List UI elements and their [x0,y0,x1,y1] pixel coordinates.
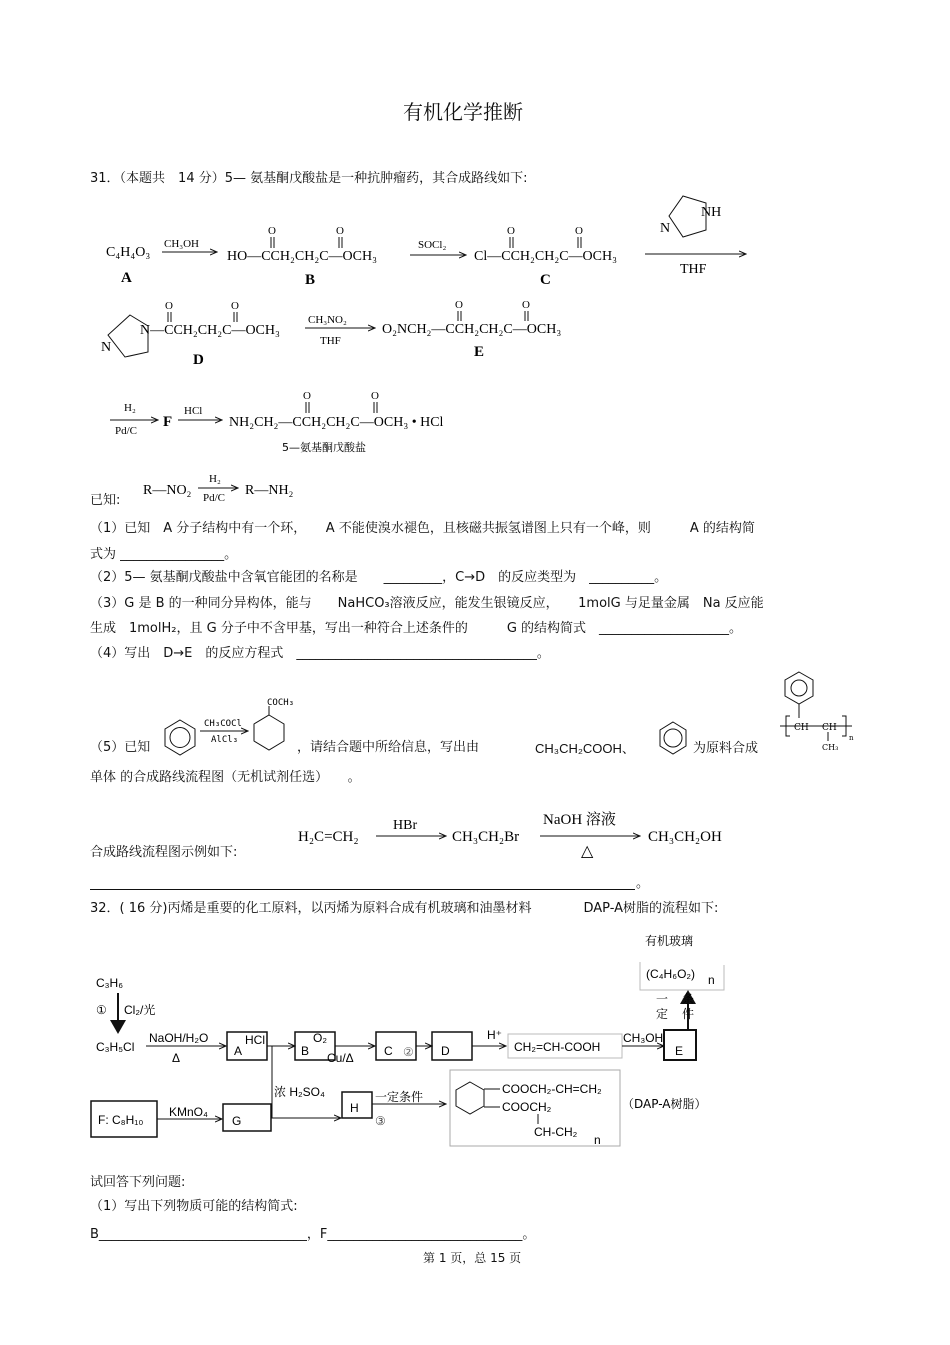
q31-part3-line2: 生成 1molH₂，且 G 分子中不含甲基，写出一种符合上述条件的 G 的结构简式 ____________________。 [90,621,743,636]
answer-line-end: 。 [636,876,650,891]
imidazole-nh: NH [701,205,722,220]
imidazole-n-d: N [101,340,112,355]
box-h-label: H [350,1101,359,1115]
example-ethene: H₂C=CH₂ [298,829,359,845]
oxygen-c1: O [507,225,515,237]
reagent-thf-2: THF [320,335,341,347]
q31-part5-line2: 单体 的合成路线流程图（无机试剂任选） 。 [90,770,361,785]
box-c-label: C [384,1044,393,1058]
step1-marker: ① [96,1003,107,1017]
example-bromoethane: CH₃CH₂Br [452,829,520,845]
p5-reagent-bot: AlCl₃ [211,735,239,745]
box-e-label: E [675,1044,684,1058]
heat-1: Δ [172,1051,181,1065]
acid-catalyst: H⁺ [487,1028,502,1042]
box-b-label: B [301,1044,310,1058]
dap-group-1: COOCH₂-CH=CH₂ [502,1082,602,1096]
polymer-n: n [849,734,854,742]
oxygen-reagent: O₂ [313,1031,327,1045]
copper-heat: Cu/Δ [327,1051,354,1065]
q31-part5-tail: 为原料合成 [693,741,759,756]
box-a-label: A [234,1044,243,1058]
oxygen-p2: O [371,390,379,402]
q31-part4: （4）写出 D→E 的反应方程式 _____________________________________。 [90,646,550,661]
polymer-ch2: CH [822,723,837,733]
q31-part5-mid: ，请结合题中所给信息，写出由 [297,740,506,755]
reagent-thf: THF [680,262,707,277]
q31-part3-line1: （3）G 是 B 的一种同分异构体，能与 NaHCO₃溶液反应，能发生银镜反应， 1molG 与足量金属 Na 反应能 [90,596,764,611]
reagent-h2: H₂ [124,402,136,414]
reagent-pdc: Pd/C [115,425,138,437]
label-f: F [163,414,173,430]
oxygen-e2: O [522,299,530,311]
oxygen-d2: O [231,300,239,312]
sulfuric-acid: 浓 H₂SO₄ [274,1085,325,1099]
label-a: A [121,270,132,286]
cond-jian: 件 [682,1007,695,1021]
glass-n: n [708,973,715,987]
example-heat: △ [581,841,594,860]
box-d-label: D [441,1044,450,1058]
polymer-ch1: CH [794,723,809,733]
page-footer: 第 1 页，总 15 页 [423,1251,522,1265]
q31-part1-line2: 式为 ________________。 [90,547,238,562]
page-title: 有机化学推断 [403,100,523,124]
known-right: R—NH₂ [245,483,294,498]
glass-formula: (C₄H₆O₂) [646,967,696,981]
compound-d-structure: N—CCH₂CH₂C—OCH₃ [140,323,280,338]
methanol-reagent: CH₃OH [623,1031,664,1045]
example-hbr: HBr [393,818,418,833]
certain-conditions: 一定条件 [375,1090,424,1104]
compound-a-formula: C₄H₄O₃ [106,245,151,260]
reagent-nitromethane: CH₃NO₂ [308,314,347,326]
reagent-socl2: SOCl₂ [418,239,447,251]
example-label: 合成路线流程图示例如下: [90,845,238,860]
known-left: R—NO₂ [143,483,192,498]
step3-marker: ③ [375,1114,386,1128]
oxygen-b2: O [336,225,344,237]
imidazole-n: N [660,221,671,236]
q31-part1-line1: （1）已知 A 分子结构中有一个环， A 不能使溴水褪色，且核磁共振氢谱图上只有一个峰，则 A 的结构简 [90,521,755,536]
question-31-header: 31．（本题共 14 分）5— 氨基酮戊酸盐是一种抗肿瘤药，其合成路线如下: [90,171,528,186]
known-bottom: Pd/C [203,492,226,504]
known-label: 已知: [90,493,121,508]
q31-part2: （2）5— 氨基酮戊酸盐中含氧官能团的名称是 _________，C→D 的反应类型为 __________。 [90,570,668,585]
q31-part5-acid: CH₃CH₂COOH、 [535,741,635,756]
dap-group-2: COOCH₂ [502,1100,552,1114]
q32-ask: 试回答下列问题: [90,1175,186,1190]
hcl-reagent: HCl [245,1033,265,1047]
label-c: C [540,272,551,288]
naoh-water: NaOH/H₂O [149,1031,209,1045]
propene: C₃H₆ [96,976,124,990]
polymer-methyl: CH₃ [822,743,839,752]
box-g-label: G [232,1114,242,1128]
question-32-header: 32．( 16 分)丙烯是重要的化工原料，以丙烯为原料合成有机玻璃和油墨材料 DAP-A树脂的流程如下: [90,901,719,916]
compound-c-structure: Cl—CCH₂CH₂C—OCH₃ [474,249,618,264]
dap-group-3: CH-CH₂ [534,1125,578,1139]
label-d: D [193,352,204,368]
product-structure: NH₂CH₂—CCH₂CH₂C—OCH₃ • HCl [229,415,444,430]
dap-n: n [594,1133,601,1147]
q31-part5-label: （5）已知 [90,740,151,755]
oxygen-d1: O [165,300,173,312]
oxygen-e1: O [455,299,463,311]
example-ethanol: CH₃CH₂OH [648,829,722,845]
p5-reagent-top: CH₃COCl [204,719,242,729]
example-naoh: NaOH 溶液 [543,812,616,828]
reagent-hcl: HCl [184,405,203,417]
oxygen-p1: O [303,390,311,402]
q32-part1: （1）写出下列物质可能的结构简式: [90,1199,298,1214]
glass-label: 有机玻璃 [645,934,694,948]
known-top: H₂ [209,473,221,485]
box-f-label: F: C₈H₁₀ [98,1113,144,1127]
oxygen-b1: O [268,225,276,237]
compound-e-structure: O₂NCH₂—CCH₂CH₂C—OCH₃ [382,322,562,337]
reagent-methanol: CH₃OH [164,238,200,250]
compound-b-structure: HO—CCH₂CH₂C—OCH₃ [227,249,377,264]
label-b: B [305,272,316,288]
q32-part1-blanks: B________________________________，F______________________________。 [90,1227,536,1242]
box-g [223,1104,271,1131]
dap-name: （DAP-A树脂） [622,1097,707,1111]
chlorine-light: Cl₂/光 [124,1003,156,1017]
cond-ding: 定 [656,1007,669,1021]
oxygen-c2: O [575,225,583,237]
kmno4-reagent: KMnO₄ [169,1105,208,1119]
acrylic-acid: CH₂=CH-COOH [514,1040,601,1054]
cond-yi: 一 [656,992,669,1006]
label-e: E [474,344,485,360]
product-name: 5—氨基酮戊酸盐 [282,441,366,454]
step2-marker: ② [403,1045,414,1059]
cond-tiao: 条 [682,992,695,1006]
acetyl-group: COCH₃ [267,698,295,708]
allyl-chloride: C₃H₅Cl [96,1040,135,1054]
dap-benzene [456,1082,484,1114]
box-d [432,1032,472,1060]
